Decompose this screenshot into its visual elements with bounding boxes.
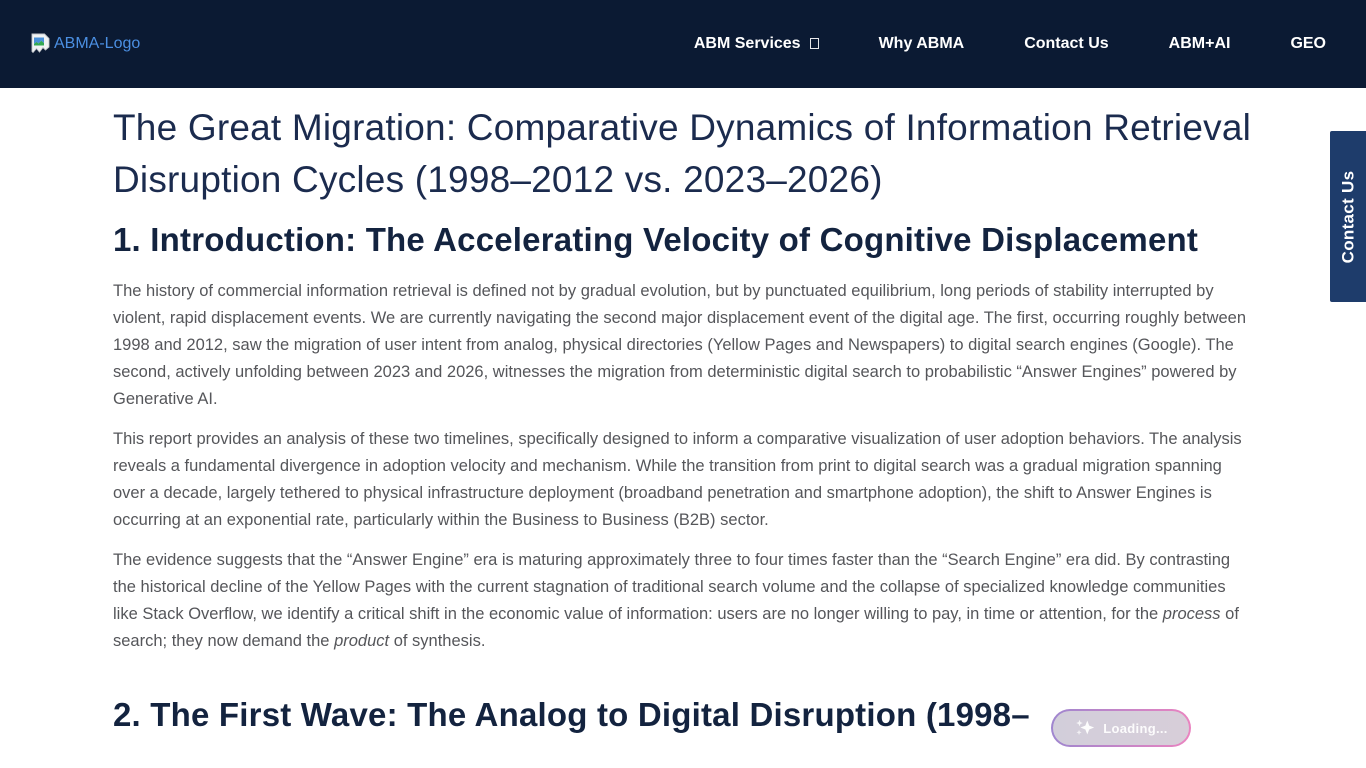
section-1-heading: 1. Introduction: The Accelerating Velocity of Cognitive Displacement: [113, 221, 1199, 258]
site-header: [0, 0, 1366, 88]
loading-label: Loading...: [1103, 720, 1168, 736]
page-title: The Great Migration: Comparative Dynamics of Information Retrieval Disruption Cycles (1998–2012 vs. 2023–2026): [113, 107, 1252, 200]
contact-us-side-tab[interactable]: [1330, 131, 1366, 302]
section-2-heading: 2. The First Wave: The Analog to Digital Disruption (1998–: [113, 696, 1030, 733]
dropdown-caret-placeholder-icon: [810, 38, 819, 49]
loading-indicator: [1051, 709, 1191, 747]
nav-item-why-abma[interactable]: [879, 35, 965, 53]
contact-us-side-tab-label: Contact Us: [1338, 170, 1358, 263]
broken-image-icon: [30, 33, 51, 56]
nav-item-label: ABM+AI: [1168, 35, 1231, 52]
nav-item-abm-ai[interactable]: [1169, 35, 1231, 53]
paragraph-3-text: The evidence suggests that the “Answer Engine” era is maturing approximately three to four times faster than the “Search Engine” era did. By contrasting the historical decline of the Yellow Pages with the current stagnation of traditional search volume and the collapse of specialized knowledge communities like Stack Overflow, we identify a critical shift in the economic value of information: users are no longer willing to pay, in time or attention, for the: [113, 551, 1231, 623]
nav-item-label: Contact Us: [1024, 35, 1109, 52]
logo-link[interactable]: [30, 33, 140, 56]
paragraph-3: [113, 547, 1253, 655]
article-content: [113, 88, 1253, 741]
paragraph-3-italic-process: process: [1162, 605, 1221, 623]
main-nav: [694, 35, 1326, 53]
paragraph-3-italic-product: product: [334, 632, 390, 650]
nav-item-label: ABM Services: [693, 35, 801, 52]
paragraph-1: The history of commercial information retrieval is defined not by gradual evolution, but by punctuated equilibrium, long periods of stability interrupted by violent, rapid displacement events. We are currently navigating the second major displacement event of the digital age. The first, occurring roughly between 1998 and 2012, saw the migration of user intent from analog, physical directories (Yellow Pages and Newspapers) to digital search engines (Google). The second, actively unfolding between 2023 and 2026, witnesses the migration from deterministic digital search to probabilistic “Answer Engines” powered by Generative AI.: [113, 282, 1247, 408]
paragraph-3-text: of synthesis.: [389, 632, 486, 650]
logo-alt-text: ABMA-Logo: [54, 35, 141, 52]
nav-item-contact-us[interactable]: [1024, 35, 1108, 53]
nav-item-abm-services[interactable]: [694, 35, 819, 53]
nav-item-label: Why ABMA: [878, 35, 965, 52]
nav-item-geo[interactable]: [1290, 35, 1326, 53]
paragraph-3-text: of search; they now demand the: [113, 605, 1239, 650]
paragraph-2: This report provides an analysis of these two timelines, specifically designed to inform a comparative visualization of user adoption behaviors. The analysis reveals a fundamental divergence in adoption velocity and mechanism. While the transition from print to digital search was a gradual migration spanning over a decade, largely tethered to physical infrastructure deployment (broadband penetration and smartphone adoption), the shift to Answer Engines is occurring at an exponential rate, particularly within the Business to Business (B2B) sector.: [113, 430, 1242, 529]
sparkle-icon: [1074, 717, 1096, 739]
nav-item-label: GEO: [1290, 35, 1326, 52]
